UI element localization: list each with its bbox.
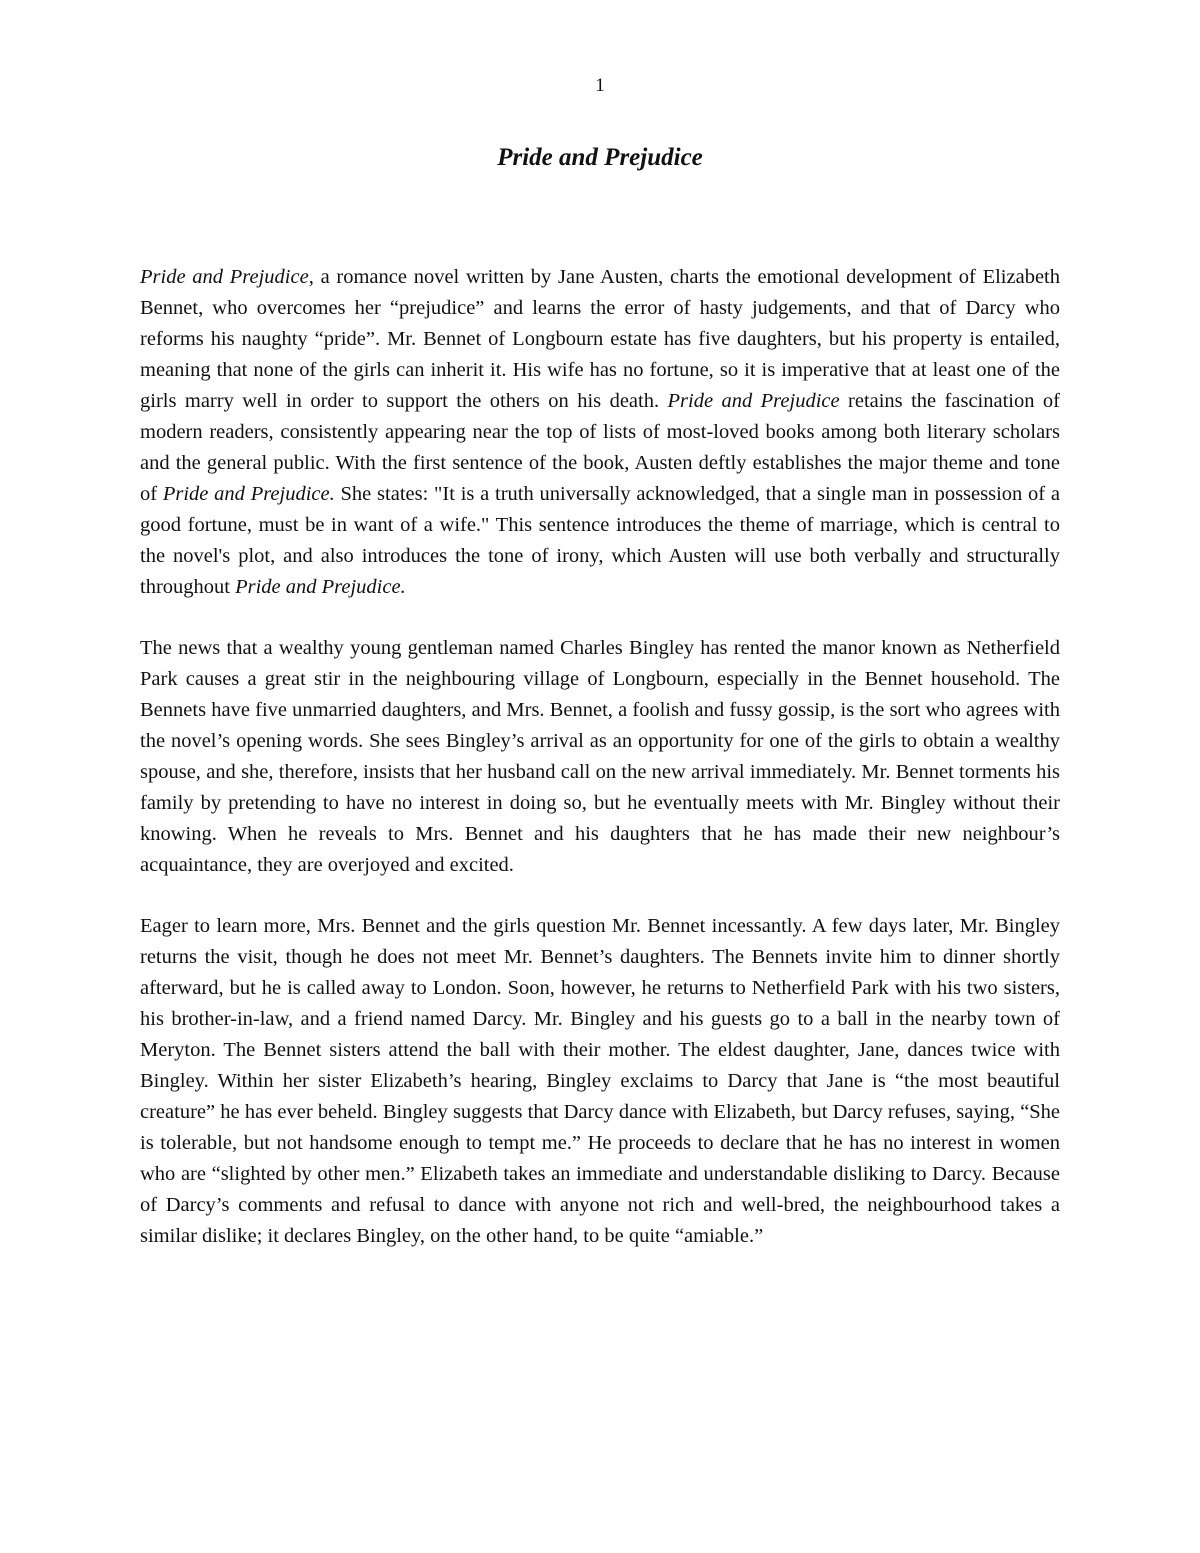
paragraph-intro [140,262,1060,603]
text-segment: , a romance novel written by Jane Austen, charts the emotional development of Elizabeth Bennet, who overcomes her “prejudice” and learns the error of hasty judgements, and that of Darcy who reforms his naughty “pride”. Mr. Bennet of Longbourn estate has five daughters, but his property is entailed, meaning that none of the girls can inherit it. His wife has no fortune, so it is imperative that at least one of the girls marry well in order to support the others on his death. [140,266,1060,412]
text-segment: Eager to learn more, Mrs. Bennet and the girls question Mr. Bennet incessantly. A few days later, Mr. Bingley returns the visit, though he does not meet Mr. Bennet’s daughters. The Bennets invite him to dinner shortly afterward, but he is called away to London. Soon, however, he returns to Netherfield Park with his two sisters, his brother-in-law, and a friend named Darcy. Mr. Bingley and his guests go to a ball in the nearby town of Meryton. The Bennet sisters attend the ball with their mother. The eldest daughter, Jane, dances twice with Bingley. Within her sister Elizabeth’s hearing, Bingley exclaims to Darcy that Jane is “the most beautiful creature” he has ever beheld. Bingley suggests that Darcy dance with Elizabeth, but Darcy refuses, saying, “She is tolerable, but not handsome enough to tempt me.” He proceeds to declare that he has no interest in women who are “slighted by other men.” Elizabeth takes an immediate and understandable disliking to Darcy. Because of Darcy’s comments and refusal to dance with anyone not rich and well-bred, the neighbourhood takes a similar dislike; it declares Bingley, on the other hand, to be quite “amiable.” [140,915,1060,1247]
text-segment: Pride and Prejudice. [235,576,406,598]
paragraph-meryton-ball [140,911,1060,1252]
paragraph-bingley-arrival [140,633,1060,881]
document-title: Pride and Prejudice [497,144,703,171]
text-segment: Pride and Prejudice. [162,483,335,505]
text-segment: She states: "It is a truth universally acknowledged, that a single man in possession of a good fortune, must be in want of a wife." This sentence introduces the theme of marriage, which is central to the novel's plot, and also introduces the tone of irony, which Austen will use both verbally and structurally throughout [140,483,1060,598]
page-number: 1 [595,75,605,96]
text-segment: Pride and Prejudice [667,390,840,412]
text-segment: retains the fascination of modern readers, consistently appearing near the top of lists of most-loved books among both literary scholars and the general public. With the first sentence of the book, Austen deftly establishes the major theme and tone of [140,390,1060,505]
text-segment: The news that a wealthy young gentleman named Charles Bingley has rented the manor known as Netherfield Park causes a great stir in the neighbouring village of Longbourn, especially in the Bennet household. The Bennets have five unmarried daughters, and Mrs. Bennet, a foolish and fussy gossip, is the sort who agrees with the novel’s opening words. She sees Bingley’s arrival as an opportunity for one of the girls to obtain a wealthy spouse, and she, therefore, insists that her husband call on the new arrival immediately. Mr. Bennet torments his family by pretending to have no interest in doing so, but he eventually meets with Mr. Bingley without their knowing. When he reveals to Mrs. Bennet and his daughters that he has made their new neighbour’s acquaintance, they are overjoyed and excited. [140,637,1060,876]
text-segment: Pride and Prejudice [140,266,309,288]
document-body [140,262,1060,1282]
